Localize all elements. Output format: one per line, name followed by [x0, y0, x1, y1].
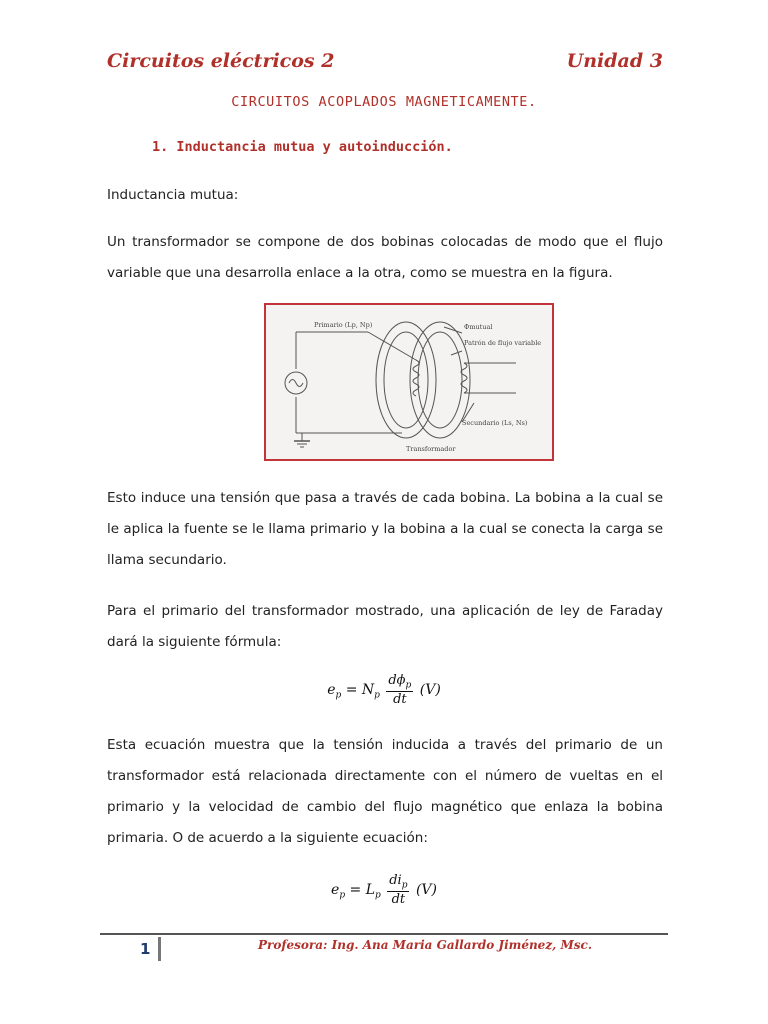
eq1-numerator-sub: p [405, 680, 412, 691]
paragraph-mutual-inductance-label: Inductancia mutua: [107, 187, 239, 203]
eq2-unit: (V) [415, 881, 437, 898]
page-number: 1 [140, 940, 151, 958]
paragraph-induced-voltage: Esto induce una tensión que pasa a través de cada bobina. La bobina a la cual se le aplica la fuente se le llama primario y la bobina a la cual se conecta la carga se llama secundario. [107, 490, 663, 568]
footer-author: Profesora: Ing. Ana Maria Gallardo Jiménez, Msc. [258, 938, 593, 952]
eq2-numerator: di [389, 873, 402, 888]
eq1-lhs-sub: p [335, 690, 342, 701]
paragraph-faraday: Para el primario del transformador mostrado, una aplicación de ley de Faraday dará la siguiente fórmula: [107, 603, 663, 650]
transformer-figure [264, 303, 554, 461]
eq2-coefficient-sub: p [375, 890, 381, 901]
footer-separator [158, 937, 161, 961]
equation-inductance: $e_p = L_p$ $\frac{di_p}{dt}$ (V) [331, 873, 437, 907]
flux-loop-right-outer [410, 322, 470, 438]
paragraph-equation-explanation: Esta ecuación muestra que la tensión inducida a través del primario de un transformador está relacionada directamente con el número de vueltas en el primario y la velocidad de cambio del flujo magnético que enlaza la bobina primaria. O de acuerdo a la siguiente ecuación: [107, 737, 663, 846]
eq2-coefficient: L [365, 881, 376, 898]
eq2-lhs-sub: p [339, 890, 346, 901]
eq1-fraction [386, 673, 413, 707]
section-heading: 1. Inductancia mutua y autoinducción. [152, 139, 453, 155]
header-unit: Unidad 3 [566, 50, 663, 72]
transformer-diagram [266, 305, 552, 459]
label-primary: Primario (Lp, Np) [314, 321, 373, 329]
ac-source-wave [289, 380, 303, 387]
header-course-title: Circuitos eléctricos 2 [107, 50, 335, 72]
label-mutual-flux: Φmutual [464, 323, 493, 331]
eq1-numerator: dϕ [388, 673, 406, 688]
eq2-denominator: dt [391, 891, 406, 907]
paragraph-transformer-intro: Un transformador se compone de dos bobinas colocadas de modo que el flujo variable que una desarrolla enlace a la otra, como se muestra en la figura. [107, 234, 663, 281]
equation-faraday: $e_p = N_p$ $\frac{d\phi_p}{dt}$ (V) [327, 673, 441, 707]
label-flux-pattern: Patrón de flujo variable [464, 339, 542, 347]
page-title: CIRCUITOS ACOPLADOS MAGNETICAMENTE. [231, 94, 537, 110]
eq1-coefficient-sub: p [374, 690, 380, 701]
eq2-numerator-sub: p [401, 880, 408, 891]
flux-loop-left-outer [376, 322, 436, 438]
eq1-unit: (V) [419, 681, 441, 698]
label-secondary: Secundario (Ls, Ns) [462, 419, 528, 427]
eq1-denominator: dt [393, 691, 407, 707]
eq2-fraction [387, 873, 409, 907]
eq1-coefficient: N [361, 681, 375, 698]
eq1-lhs-var: e [327, 681, 336, 698]
label-transformer: Transformador [406, 445, 456, 453]
eq2-lhs-var: e [331, 881, 340, 898]
footer-divider [100, 933, 668, 935]
